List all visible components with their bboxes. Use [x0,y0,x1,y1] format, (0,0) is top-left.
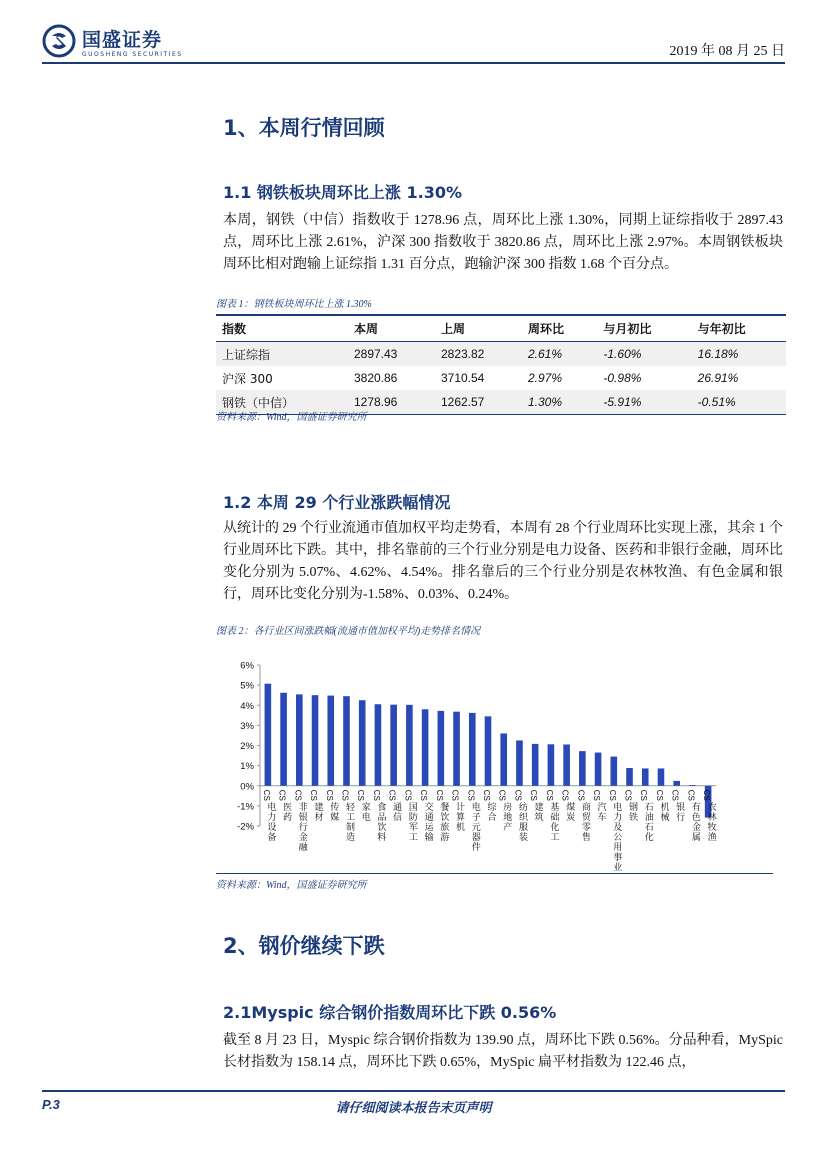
svg-text:轻: 轻 [345,802,355,813]
x-tick-label [671,790,686,823]
bar [280,693,287,786]
svg-text:有: 有 [691,802,701,813]
x-tick-label [576,790,591,843]
svg-text:行: 行 [676,812,686,823]
bar [422,709,429,785]
svg-text:工: 工 [345,812,355,823]
x-tick-label [388,790,403,823]
bar [390,705,397,786]
svg-text:石: 石 [644,802,654,813]
svg-text:贸: 贸 [581,812,591,823]
section-2-heading: 2、钢价继续下跌 [223,934,385,958]
table-header-cell: 指数 [216,315,348,342]
svg-text:炭: 炭 [566,812,576,823]
bar [516,740,523,785]
svg-text:件: 件 [471,842,481,853]
bar [296,694,303,785]
svg-text:子: 子 [471,812,481,823]
svg-text:医: 医 [283,802,293,813]
svg-text:事: 事 [613,852,623,863]
footer-disclaimer: 请仔细阅读本报告末页声明 [335,1100,492,1115]
svg-text:钢: 钢 [629,802,639,813]
svg-text:化: 化 [550,822,560,833]
table-header-cell: 周环比 [522,315,597,342]
svg-text:传: 传 [330,802,340,813]
svg-text:CS: CS [261,789,271,801]
svg-text:综: 综 [487,802,497,813]
bar [595,753,602,786]
y-tick-label: 3% [240,720,254,732]
svg-text:造: 造 [345,832,355,843]
svg-text:CS: CS [434,789,444,801]
section-1-heading: 1、本周行情回顾 [223,116,385,140]
svg-text:饮: 饮 [440,812,450,823]
svg-text:工: 工 [408,832,418,843]
svg-text:设: 设 [267,822,277,833]
bar [375,704,382,786]
x-tick-label [608,790,623,872]
table-cell: -5.91% [597,390,691,415]
svg-text:纺: 纺 [518,802,528,813]
svg-text:CS: CS [607,789,617,801]
svg-text:金: 金 [298,832,308,843]
svg-text:CS: CS [529,789,539,801]
bar [485,716,492,785]
svg-text:器: 器 [471,832,481,843]
company-logo [42,24,183,58]
footer-rule [42,1090,785,1092]
svg-text:备: 备 [267,832,277,843]
x-tick-label [451,790,466,833]
bar [673,781,680,786]
table-cell: -0.51% [692,390,786,415]
x-tick-label [655,790,670,823]
chart-2-caption: 图表 2：各行业区间涨跌幅(流通市值加权平均)走势排名情况 [216,626,481,637]
svg-text:基: 基 [550,802,560,813]
svg-text:CS: CS [277,789,287,801]
svg-text:运: 运 [424,822,434,833]
svg-text:力: 力 [613,812,623,823]
x-tick-label [561,790,576,823]
x-tick-label [513,790,528,843]
svg-text:机: 机 [660,802,670,813]
bar [312,695,319,786]
table-cell: 1262.57 [435,390,522,415]
table-cell: 钢铁（中信） [216,390,348,415]
svg-text:及: 及 [613,822,623,833]
x-tick-label [340,790,355,843]
x-tick-label [309,790,324,823]
svg-text:CS: CS [466,789,476,801]
svg-text:汽: 汽 [597,802,607,813]
svg-text:电: 电 [361,812,371,823]
svg-text:家: 家 [361,802,371,813]
table-cell: 2.97% [527,371,562,385]
bar [359,700,366,786]
y-tick-label: 2% [240,741,254,752]
svg-text:油: 油 [644,812,654,823]
table-cell: 沪深 300 [222,371,273,386]
svg-text:媒: 媒 [330,812,340,823]
svg-text:CS: CS [654,789,664,801]
svg-text:CS: CS [371,789,381,801]
svg-text:建: 建 [314,802,324,813]
svg-text:零: 零 [581,822,591,833]
svg-text:交: 交 [424,802,434,813]
svg-text:CS: CS [293,789,303,801]
svg-text:车: 车 [597,812,607,823]
svg-text:服: 服 [518,822,528,833]
x-tick-label [435,790,450,843]
svg-text:CS: CS [403,789,413,801]
svg-text:餐: 餐 [440,802,450,813]
header-rule [42,62,785,64]
svg-text:CS: CS [309,789,319,801]
x-tick-label [592,790,607,823]
table-cell: 1278.96 [348,390,435,415]
y-tick-label: 0% [240,781,254,793]
svg-text:CS: CS [387,789,397,801]
bar [689,785,696,786]
chart-bottom-rule [216,873,773,874]
bar [548,744,555,785]
section-1-2-paragraph: 从统计的 29 个行业流通市值加权平均走势看，本周有 28 个行业周环比实现上涨，其余 1 个行业周环比下跌。其中，排名靠前的三个行业分别是电力设备、医药和非银行金融，周环比变化分别为 5.07%、4.62%、4.54%。排名靠后的三个行业分别是农林牧渔、有色金属和银行，周环比变化分别为-1.58%、0.03%、0.24%。 [223,521,783,602]
table-row [216,342,786,367]
index-table [216,314,786,415]
svg-text:公: 公 [613,832,623,843]
x-tick-label [356,790,371,823]
table-cell: 3820.86 [353,371,398,385]
svg-text:色: 色 [691,812,701,823]
x-tick-label [372,790,387,843]
svg-text:产: 产 [503,822,513,833]
svg-text:料: 料 [377,832,387,843]
table-cell: 1.30% [522,390,597,415]
svg-text:房: 房 [503,802,513,813]
svg-text:通: 通 [424,812,434,823]
svg-text:输: 输 [424,832,434,843]
y-tick-label: 5% [240,680,254,692]
bar [327,696,334,786]
bar [500,733,507,785]
svg-text:CS: CS [544,789,554,801]
table-cell: 3710.54 [440,371,485,385]
x-tick-label [403,790,418,843]
bar [658,768,665,785]
x-tick-label [419,790,434,843]
svg-text:饮: 饮 [377,822,387,833]
svg-text:CS: CS [560,789,570,801]
table-header-cell: 与月初比 [597,315,691,342]
bar [532,744,539,786]
svg-text:合: 合 [487,812,497,823]
svg-text:筑: 筑 [534,812,544,823]
svg-text:牧: 牧 [707,822,717,833]
svg-text:CS: CS [686,789,696,801]
x-tick-label [325,790,340,823]
svg-text:品: 品 [377,812,387,823]
logo-mark-icon [42,24,76,58]
svg-text:CS: CS [497,789,507,801]
table-header-cell: 与年初比 [692,315,786,342]
x-tick-label [278,790,293,823]
svg-text:国: 国 [408,802,418,813]
bar [642,768,649,785]
svg-text:CS: CS [639,789,649,801]
svg-text:建: 建 [534,802,544,813]
svg-text:游: 游 [440,832,450,843]
table-cell: 26.91% [697,371,739,385]
svg-text:CS: CS [513,789,523,801]
svg-text:CS: CS [340,789,350,801]
x-tick-label [624,790,639,823]
table-cell: 2823.82 [435,342,522,367]
bar [343,696,350,786]
report-date: 2019 年 08 月 25 日 [669,44,785,59]
bar [406,705,413,786]
bar [469,713,476,786]
svg-text:地: 地 [503,812,513,823]
y-tick-label: 4% [240,700,254,712]
page-number: P.3 [42,1097,60,1112]
chart-2-source: 资料来源：Wind，国盛证券研究所 [216,880,367,891]
svg-text:CS: CS [482,789,491,801]
svg-text:CS: CS [592,789,602,801]
svg-text:石: 石 [644,822,654,833]
bar [563,744,570,785]
svg-text:CS: CS [670,789,680,801]
x-tick-label [639,790,654,843]
svg-text:础: 础 [550,812,560,823]
svg-text:CS: CS [576,789,586,801]
y-tick-label: 6% [240,660,254,672]
table-1-caption: 图表 1：钢铁板块周环比上涨 1.30% [216,299,372,310]
industry-chart [216,650,786,872]
svg-text:商: 商 [581,802,591,813]
svg-text:CS: CS [356,789,366,801]
svg-text:机: 机 [456,822,466,833]
section-1-1-heading: 1.1 钢铁板块周环比上涨 1.30% [223,183,462,202]
svg-text:装: 装 [518,832,528,843]
table-cell: 2897.43 [348,342,435,367]
svg-text:计: 计 [456,802,466,813]
svg-text:化: 化 [644,832,654,843]
svg-text:电: 电 [613,802,623,813]
svg-text:织: 织 [518,812,528,823]
svg-text:非: 非 [298,802,308,813]
svg-text:旅: 旅 [440,822,450,833]
table-header-cell: 上周 [435,315,522,342]
svg-text:CS: CS [702,789,712,801]
svg-text:融: 融 [298,842,308,853]
section-1-2-heading: 1.2 本周 29 个行业涨跌幅情况 [223,493,451,512]
svg-text:CS: CS [623,789,633,801]
table-row [216,366,786,390]
x-tick-label [262,790,277,843]
svg-text:电: 电 [471,802,481,813]
svg-text:军: 军 [408,822,418,833]
svg-text:业: 业 [613,862,623,872]
svg-text:渔: 渔 [707,832,717,843]
x-tick-label [482,790,497,823]
svg-text:CS: CS [450,789,460,801]
svg-text:银: 银 [298,812,308,823]
table-header-row [216,315,786,342]
svg-text:银: 银 [676,802,686,813]
svg-text:农: 农 [707,802,717,813]
company-name-en: GUOSHENG SECURITIES [82,50,183,58]
svg-text:制: 制 [345,822,355,833]
svg-text:力: 力 [267,812,277,823]
table-header-cell: 本周 [348,315,435,342]
section-2-1-paragraph: 截至 8 月 23 日，Myspic 综合钢价指数为 139.90 点，周环比下跌 0.56%。分品种看，MySpic 长材指数为 158.14 点，周环比下跌 0.65%，MySpic 扁平材指数为 122.46 点， [223,1033,783,1070]
company-name-cn: 国盛证券 [82,28,163,51]
y-tick-label: -2% [237,821,254,833]
svg-text:信: 信 [393,812,403,823]
svg-text:CS: CS [419,789,429,801]
svg-text:林: 林 [707,812,717,823]
svg-text:金: 金 [691,822,701,833]
x-tick-label [498,790,513,833]
svg-text:煤: 煤 [566,802,576,813]
bar [610,757,617,786]
svg-text:行: 行 [298,822,308,833]
x-tick-label [466,790,481,853]
svg-text:CS: CS [324,789,334,801]
bar [438,711,445,786]
bar [579,751,586,786]
svg-text:售: 售 [581,832,591,843]
svg-text:材: 材 [314,812,324,823]
section-2-1-heading: 2.1Myspic 综合钢价指数周环比下跌 0.56% [223,1003,557,1022]
svg-text:通: 通 [393,802,403,813]
svg-text:属: 属 [691,832,701,843]
svg-text:械: 械 [660,812,670,823]
svg-text:铁: 铁 [629,812,639,823]
bar [453,712,460,786]
svg-text:药: 药 [283,812,293,823]
table-cell: -1.60% [597,342,691,367]
x-tick-label [545,790,560,843]
svg-text:防: 防 [408,812,418,823]
table-cell: -0.98% [603,371,642,385]
x-tick-label [293,790,308,853]
svg-text:电: 电 [267,802,277,813]
table-cell: 2.61% [522,342,597,367]
svg-text:用: 用 [613,842,623,853]
y-tick-label: -1% [237,801,254,813]
industry-bar-chart [216,650,786,872]
svg-text:算: 算 [456,812,466,823]
x-tick-label [529,790,544,823]
svg-text:食: 食 [377,802,387,813]
x-tick-label [702,790,717,843]
bar [265,684,272,786]
svg-text:元: 元 [471,822,481,833]
table-1-source: 资料来源：Wind，国盛证券研究所 [216,412,367,423]
y-tick-label: 1% [240,761,254,773]
bar [626,768,633,786]
table-cell: 上证综指 [216,342,348,367]
section-1-1-paragraph: 本周，钢铁（中信）指数收于 1278.96 点，周环比上涨 1.30%，同期上证综指收于 2897.43 点，周环比上涨 2.61%，沪深 300 指数收于 3820.86 点，周环比上涨 2.97%。本周钢铁板块周环比相对跑输上证综指 1.31 百分点，跑输沪深 300 指数 1.68 个百分点。 [223,213,783,272]
table-cell: 16.18% [692,342,786,367]
svg-text:工: 工 [550,832,560,843]
x-tick-label [686,790,701,843]
